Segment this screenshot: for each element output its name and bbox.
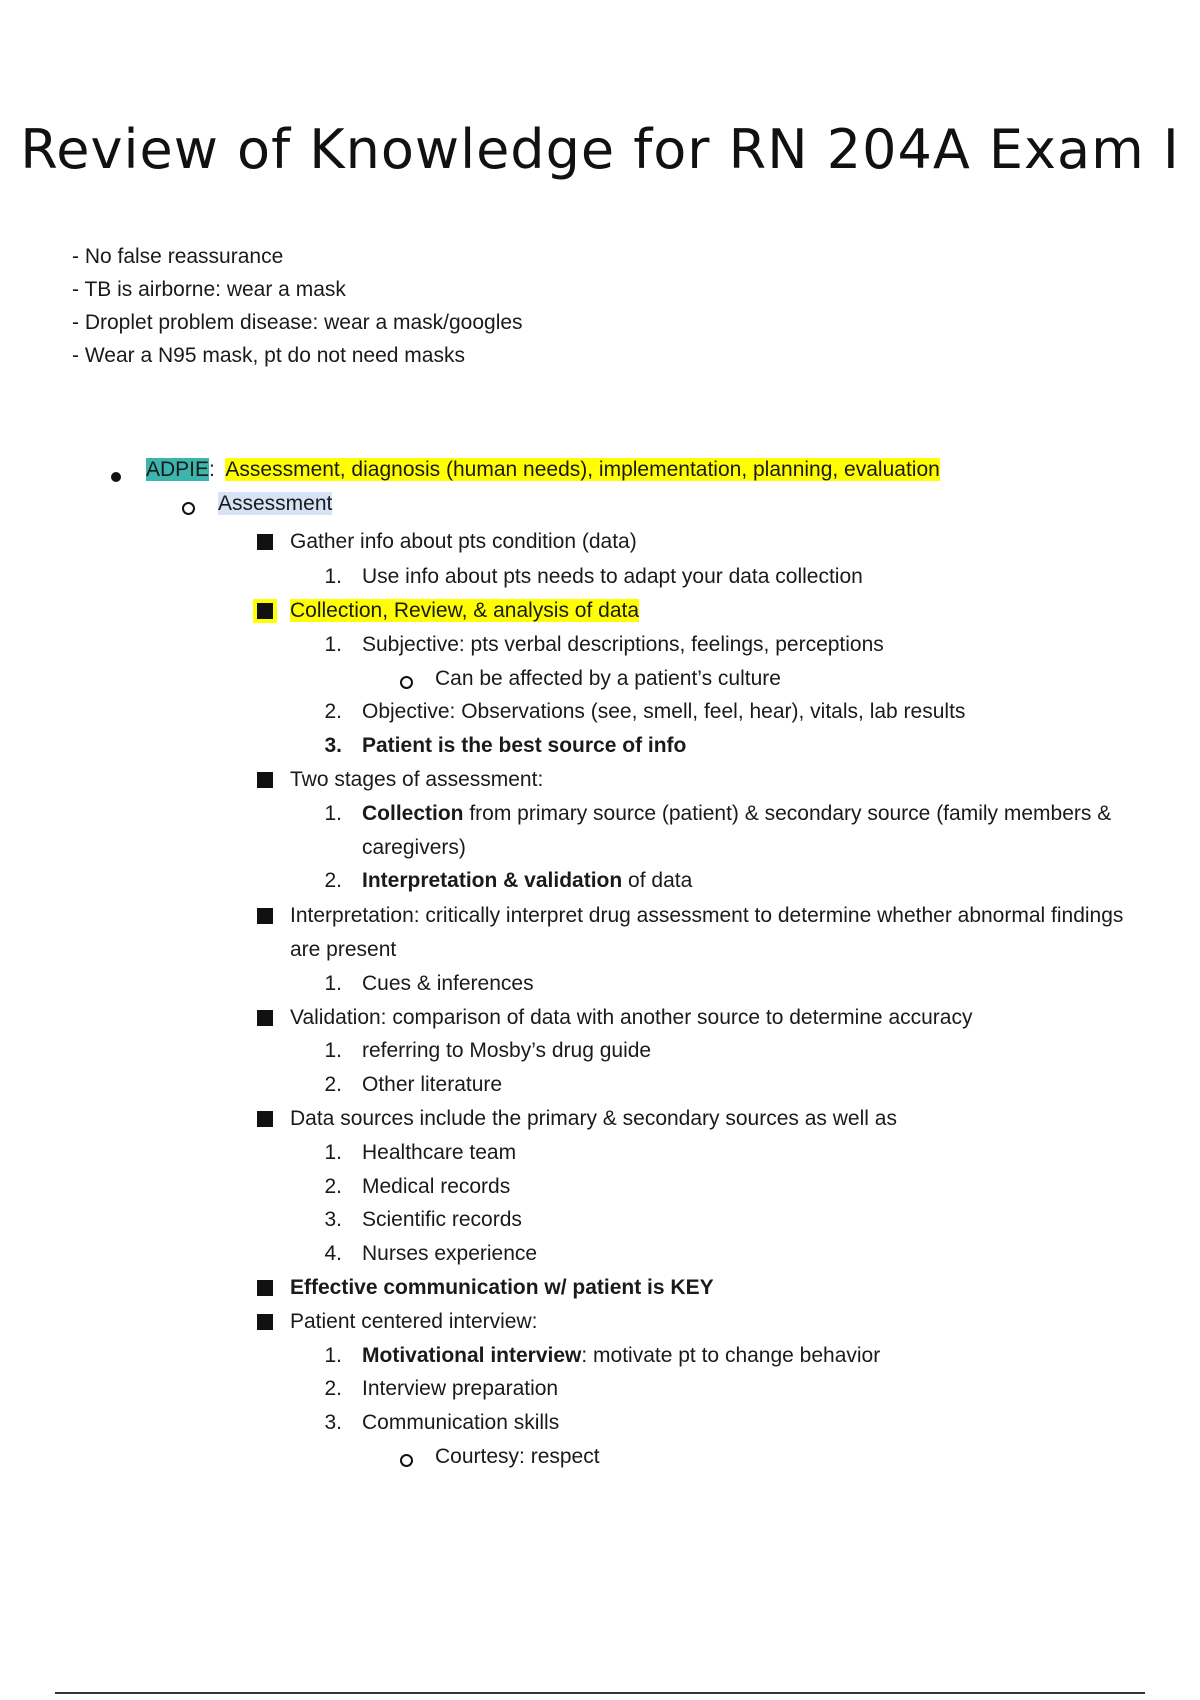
source-item: Healthcare team (362, 1141, 517, 1164)
gather-subitem: Use info about pts needs to adapt your data collection (362, 565, 863, 588)
hollow-bullet-icon (400, 1454, 413, 1467)
collection-item: Collection, Review, & analysis of data (290, 599, 640, 622)
square-bullet-icon (257, 1111, 273, 1127)
square-bullet-icon (257, 772, 273, 788)
two-stages-item: Two stages of assessment: (290, 768, 544, 791)
communication-skills-item: Communication skills (362, 1411, 560, 1434)
bullet-icon (111, 472, 121, 482)
page-divider (55, 1692, 1145, 1694)
patient-interview-item: Patient centered interview: (290, 1310, 538, 1333)
objective-item: Objective: Observations (see, smell, feel, hear), vitals, lab results (362, 700, 966, 723)
list-item: - No false reassurance (72, 245, 284, 268)
square-bullet-icon (257, 1314, 273, 1330)
adpie-description: Assessment, diagnosis (human needs), implementation, planning, evaluation (225, 458, 940, 481)
list-item: - Droplet problem disease: wear a mask/googles (72, 311, 523, 334)
dash-list (72, 240, 523, 372)
adpie-label: ADPIE (146, 458, 210, 481)
motivational-interview-item: Motivational interview: motivate pt to change behavior (362, 1344, 881, 1367)
culture-item: Can be affected by a patient’s culture (435, 667, 781, 690)
list-item: - Wear a N95 mask, pt do not need masks (72, 344, 465, 367)
stage-collection-item: Collection from primary source (patient) & secondary source (family members & caregivers) (362, 802, 1112, 859)
gather-info-item: Gather info about pts condition (data) (290, 530, 637, 553)
courtesy-item: Courtesy: respect (435, 1445, 600, 1468)
mosby-item: referring to Mosby’s drug guide (362, 1039, 652, 1062)
square-bullet-icon (257, 1010, 273, 1026)
page-title: Review of Knowledge for RN 204A Exam I (20, 118, 1180, 181)
interpretation-item: Interpretation: critically interpret drug assessment to determine whether abnormal findings are present (290, 904, 1124, 961)
square-bullet-icon (257, 908, 273, 924)
source-item: Scientific records (362, 1208, 522, 1231)
subjective-item: Subjective: pts verbal descriptions, feelings, perceptions (362, 633, 884, 656)
effective-communication-item: Effective communication w/ patient is KEY (290, 1276, 714, 1299)
validation-item: Validation: comparison of data with another source to determine accuracy (290, 1006, 973, 1029)
adpie-line: ADPIE: Assessment, diagnosis (human needs), implementation, planning, evaluation (146, 458, 940, 481)
source-item: Medical records (362, 1175, 511, 1198)
assessment-heading: Assessment (218, 492, 333, 515)
square-bullet-icon (257, 603, 273, 619)
cues-item: Cues & inferences (362, 972, 534, 995)
other-literature-item: Other literature (362, 1073, 503, 1096)
square-bullet-icon (257, 534, 273, 550)
hollow-bullet-icon (400, 676, 413, 689)
stage-interpretation-item: Interpretation & validation of data (362, 869, 693, 892)
list-item: - TB is airborne: wear a mask (72, 278, 346, 301)
hollow-bullet-icon (182, 502, 195, 515)
best-source-item: Patient is the best source of info (362, 734, 687, 757)
data-sources-item: Data sources include the primary & secondary sources as well as (290, 1107, 897, 1130)
source-item: Nurses experience (362, 1242, 538, 1265)
interview-prep-item: Interview preparation (362, 1377, 559, 1400)
square-bullet-icon (257, 1280, 273, 1296)
